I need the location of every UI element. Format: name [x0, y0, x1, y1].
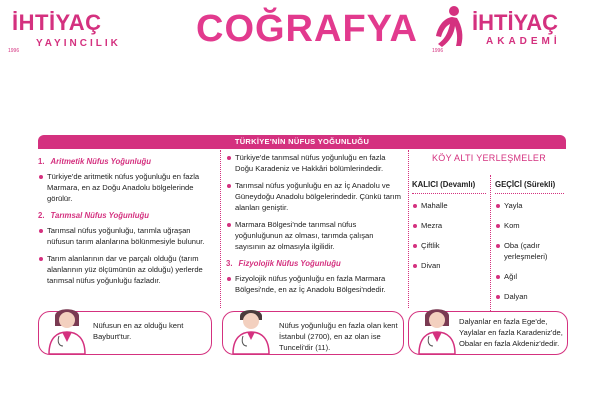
temporary-settlements [490, 175, 564, 311]
column-divider [220, 150, 221, 308]
page-title: COĞRAFYA [196, 8, 418, 50]
list-item: Çiftlik [412, 240, 486, 251]
publisher-logo [6, 8, 156, 56]
bullet-text: Marmara Bölgesi'nde tarımsal nüfus yoğunluğunun az olması, tarımda çalışan sayısının az olmasıyla ilgilidir. [226, 219, 404, 252]
bullet-text: Tarımsal nüfus yoğunluğu en az İç Anadolu ve Güneydoğu Anadolu bölgelerindedir. Çünkü tarım alanları geniştir. [226, 180, 404, 213]
callout-text: Nüfusun en az olduğu kent Bayburt'tur. [93, 321, 184, 341]
section-heading-arithmetic [38, 156, 216, 167]
publisher-sub: YAYINCILIK [36, 38, 121, 49]
doctor-icon [229, 304, 273, 354]
permanent-header: KALICI (Devamlı) [412, 175, 486, 194]
callout-box [222, 311, 404, 355]
runner-figure-icon [424, 4, 470, 50]
callout-box [408, 311, 568, 355]
bullet-text: Türkiye'de tarımsal nüfus yoğunluğu en fazla Doğu Karadeniz ve Hakkâri bölümlerindedir. [226, 152, 404, 174]
callout-box [38, 311, 212, 355]
content-column-1 [38, 152, 216, 292]
topic-title-bar: TÜRKİYE'NİN NÜFUS YOĞUNLUĞU [38, 135, 566, 149]
section-label: Tarımsal Nüfus Yoğunluğu [50, 211, 149, 220]
section-label: Fizyolojik Nüfus Yoğunluğu [238, 259, 341, 268]
bullet-text: Tarım alanlarının dar ve parçalı olduğu (tarım alanlarının yüz ölçümünün az olduğu) yerlerde tarımsal nüfus yoğunluğu fazladır. [38, 253, 216, 286]
section-heading-agricultural [38, 210, 216, 221]
list-item: Kom [495, 220, 564, 231]
column-divider [408, 150, 409, 308]
temporary-header: GEÇİCİ (Sürekli) [495, 175, 564, 194]
list-item: Oba (çadır yerleşmeleri) [495, 240, 564, 262]
section-number: 3. [226, 259, 233, 268]
academy-sub: AKADEMİ [486, 36, 561, 47]
academy-year: 1996 [432, 48, 444, 54]
doctor-icon [45, 304, 89, 354]
callout-text: Nüfus yoğunluğu en fazla olan kent İstanbul (2700), en az olan ise Tunceli'dir (11). [279, 321, 398, 352]
panel-title: KÖY ALTI YERLEŞMELER [431, 153, 547, 163]
callout-text: Dalyanlar en fazla Ege'de, Yaylalar en fazla Karadeniz'de, Obalar en fazla Akdeniz'dedir. [459, 317, 563, 348]
bullet-text: Tarımsal nüfus yoğunluğu, tarımla uğraşan nüfusun tarım alanlarına bölünmesiyle bulunur. [38, 225, 216, 247]
content-column-2 [226, 152, 404, 301]
academy-logo [424, 4, 594, 56]
doctor-icon [415, 304, 459, 354]
list-item: Mahalle [412, 200, 486, 211]
section-number: 2. [38, 211, 45, 220]
list-item: Ağıl [495, 271, 564, 282]
section-number: 1. [38, 157, 45, 166]
list-item: Dalyan [495, 291, 564, 302]
section-label: Aritmetik Nüfus Yoğunluğu [50, 157, 152, 166]
settlement-panel [412, 153, 566, 303]
permanent-settlements [412, 175, 486, 280]
publisher-year: 1996 [8, 48, 20, 54]
bullet-text: Fizyolojik nüfus yoğunluğu en fazla Marmara Bölgesi'nde, en az İç Anadolu Bölgesi'ndedir. [226, 273, 404, 295]
academy-brand: İHTİYAÇ [472, 10, 558, 35]
list-item: Mezra [412, 220, 486, 231]
list-item: Divan [412, 260, 486, 271]
bullet-text: Türkiye'de aritmetik nüfus yoğunluğu en fazla Marmara, en az Doğu Anadolu bölgelerinde görülür. [38, 171, 216, 204]
section-heading-physiological [226, 258, 404, 269]
list-item: Yayla [495, 200, 564, 211]
publisher-brand: İHTİYAÇ [12, 10, 102, 35]
